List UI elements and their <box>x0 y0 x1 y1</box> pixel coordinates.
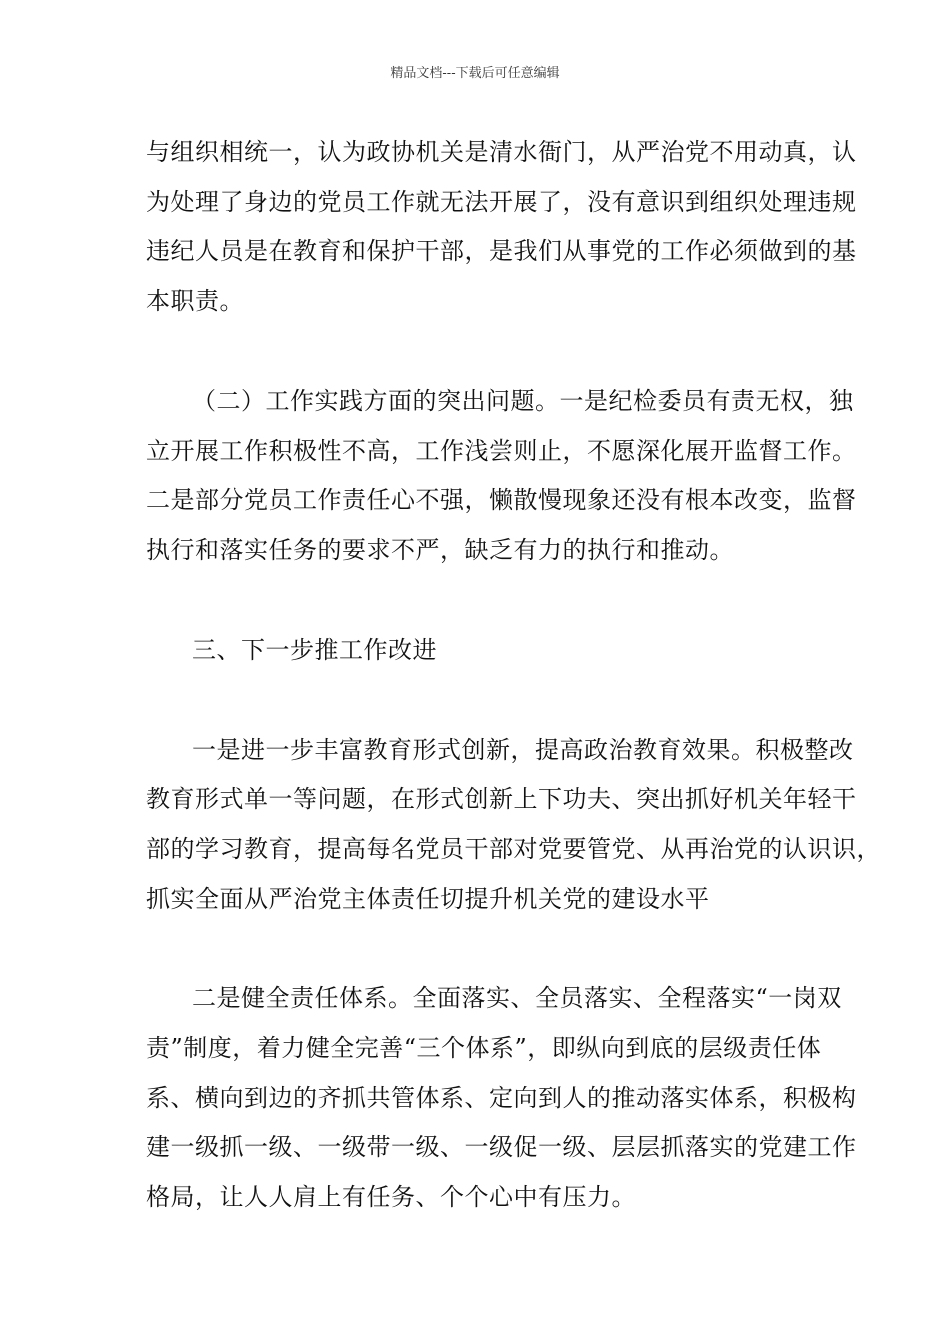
paragraph-line: 责”制度，着力健全完善“三个体系”，即纵向到底的层级责任体 <box>146 1034 822 1062</box>
section-heading: 三、下一步推工作改进 <box>192 636 437 664</box>
paragraph-line: 本职责。 <box>146 287 244 315</box>
paragraph-line: （二）工作实践方面的突出问题。一是纪检委员有责无权，独 <box>192 387 854 415</box>
paragraph-line: 格局，让人人肩上有任务、个个心中有压力。 <box>146 1183 636 1211</box>
paragraph-line: 建一级抓一级、一级带一级、一级促一级、层层抓落实的党建工作 <box>146 1133 857 1161</box>
paragraph-line: 二是部分党员工作责任心不强，懒散慢现象还没有根本改变，监督 <box>146 486 857 514</box>
paragraph-line: 执行和落实任务的要求不严，缺乏有力的执行和推动。 <box>146 536 734 564</box>
paragraph-line: 为处理了身边的党员工作就无法开展了，没有意识到组织处理违规 <box>146 188 857 216</box>
paragraph-line: 教育形式单一等问题，在形式创新上下功夫、突出抓好机关年轻干 <box>146 785 857 813</box>
paragraph-line: 一是进一步丰富教育形式创新，提高政治教育效果。积极整改 <box>192 736 854 764</box>
paragraph-line: 与组织相统一，认为政协机关是清水衙门，从严治党不用动真，认 <box>146 138 857 166</box>
paragraph-line: 系、横向到边的齐抓共管体系、定向到人的推动落实体系，积极构 <box>146 1084 857 1112</box>
paragraph-line: 违纪人员是在教育和保护干部，是我们从事党的工作必须做到的基 <box>146 237 857 265</box>
paragraph-line: 立开展工作积极性不高，工作浅尝则止，不愿深化展开监督工作。 <box>146 437 857 465</box>
paragraph-line: 抓实全面从严治党主体责任切提升机关党的建设水平 <box>146 885 710 913</box>
paragraph-line: 二是健全责任体系。全面落实、全员落实、全程落实“一岗双 <box>192 984 842 1012</box>
paragraph-line: 部的学习教育，提高每名党员干部对党要管党、从再治党的认识识， <box>146 835 881 863</box>
page-header: 精品文档---下载后可任意编辑 <box>390 66 560 81</box>
